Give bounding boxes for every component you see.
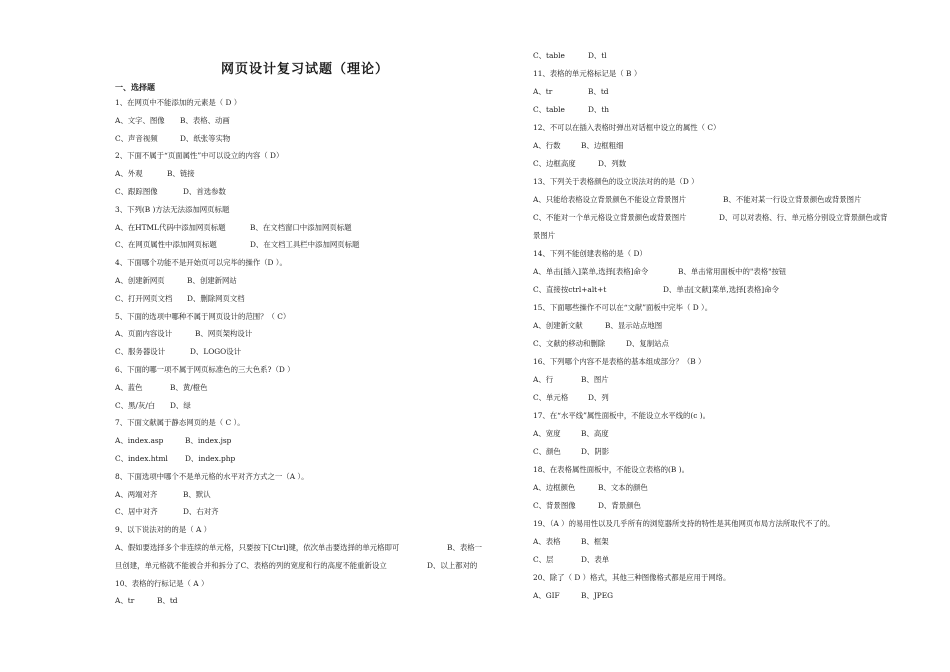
option-text: B、链接: [167, 169, 195, 179]
option-text: B、高度: [581, 429, 609, 438]
question-text: 5、下面的选项中哪种不属于网页设计的范围？（ C）: [115, 311, 291, 321]
option-text: B、黄/橙色: [170, 382, 208, 392]
option-text: A、行: [533, 375, 554, 384]
option-text: B、td: [157, 596, 178, 606]
question-text: 19、（A ）的易用性以及几乎所有的浏览器所支持的特性是其他网页布局方法所取代不了的。: [533, 519, 835, 528]
option-text: D、右对齐: [183, 507, 219, 517]
question-text: 16、下列哪个内容不是表格的基本组成部分？（B ）: [533, 357, 706, 366]
option-text: C、直接按ctrl+alt+t: [533, 285, 607, 294]
option-text: C、边框高度: [533, 159, 576, 168]
question-text: 2、下面不属于“页面属性”中可以设立的内容（ D）: [115, 151, 284, 161]
option-text: B、JPEG: [581, 591, 614, 600]
option-text: C、打开网页文档: [115, 293, 173, 303]
question-text: 3、下列(B )方法无法添加网页标题: [115, 204, 230, 214]
option-text: B、表格一: [447, 543, 482, 552]
option-text: C、背景图像: [533, 501, 576, 510]
question-text: 20、除了（ D ）格式，其他三种图像格式都是应用于网络。: [533, 573, 731, 582]
section-heading: 一、选择题: [115, 83, 155, 92]
option-text: C、声音视频: [115, 133, 158, 143]
option-text: B、图片: [581, 375, 609, 384]
option-text: C、服务器设计: [115, 347, 165, 357]
option-text: A、tr: [533, 87, 553, 96]
option-text: A、蓝色: [115, 382, 143, 392]
option-text: B、在文档窗口中添加网页标题: [250, 222, 352, 232]
option-text: A、行数: [533, 141, 561, 150]
question-text: 17、在“水平线”属性面板中，不能设立水平线的(c )。: [533, 411, 711, 420]
question-text: 12、不可以在插入表格时弹出对话框中设立的属性（ C）: [533, 123, 721, 132]
option-text: C、颜色: [533, 447, 561, 456]
option-text: D、th: [588, 105, 610, 114]
option-text: C、在网页属性中添加网页标题: [115, 240, 217, 250]
option-text: A、只能给表格设立背景颜色不能设立背景图片: [533, 195, 687, 204]
question-text: 15、下面哪些操作不可以在“文献”面板中完毕（ D ）。: [533, 303, 713, 312]
option-text: D、列数: [598, 159, 627, 168]
option-text: B、index.jsp: [185, 436, 232, 446]
question-text: 9、以下说法对的的是（ A ）: [115, 525, 212, 535]
option-text: D、阴影: [581, 447, 610, 456]
question-text: 1、在网页中不能添加的元素是（ D ）: [115, 98, 242, 107]
option-text: A、页面内容设计: [115, 329, 173, 339]
question-text: 18、在表格属性面板中，不能设立表格的(B )。: [533, 465, 689, 474]
option-text: A、在HTML代码中添加网页标题: [115, 222, 226, 232]
option-text: A、假如要选择多个非连续的单元格，只要按下[Ctrl]键，依次单击要选择的单元格即可: [115, 543, 400, 552]
option-text: C、层: [533, 555, 554, 564]
option-text: B、单击常用面板中的"表格"按钮: [678, 267, 787, 276]
option-text: C、黑/灰/白: [115, 400, 156, 410]
option-text: A、tr: [115, 596, 135, 606]
question-text: 11、表格的单元格标记是（ B ）: [533, 69, 642, 78]
option-text: D、单击[文献]菜单,选择[表格]命令: [663, 285, 779, 294]
option-text: D、背景颜色: [598, 501, 641, 510]
option-text: B、文本的颜色: [598, 483, 648, 492]
option-text: B、默认: [183, 489, 211, 499]
option-text: B、网页架构设计: [195, 329, 253, 339]
option-text: C、table: [533, 51, 565, 60]
option-text: B、不能对某一行设立背景颜色或背景图片: [723, 195, 862, 204]
option-text: D、删除网页文档: [187, 293, 245, 303]
option-text: B、创建新网站: [187, 276, 237, 285]
option-text: D、在文档工具栏中添加网页标题: [250, 240, 360, 250]
option-text: C、table: [533, 105, 565, 114]
option-text: A、宽度: [533, 429, 561, 438]
option-text: B、表格、动画: [180, 115, 230, 125]
option-text: A、边框颜色: [533, 483, 576, 492]
option-text: A、文字、图像: [115, 115, 165, 125]
question-text: 7、下面文献属于静态网页的是（ C ）。: [115, 418, 245, 428]
option-text: D、首选参数: [183, 187, 226, 196]
question-text: 14、下列不能创建表格的是（ D）: [533, 249, 647, 258]
question-text: 10、表格的行标记是（ A ）: [115, 578, 209, 588]
option-text: A、创建新网页: [115, 276, 165, 285]
option-text: D、tl: [588, 51, 607, 60]
option-text: D、LOGO设计: [190, 347, 242, 357]
option-text: B、td: [588, 87, 609, 96]
option-text: D、表单: [581, 555, 610, 564]
question-text: 景图片: [533, 231, 556, 240]
option-text: A、GIF: [533, 591, 560, 600]
option-text: C、index.html: [115, 454, 168, 463]
option-text: D、index.php: [185, 454, 236, 463]
question-text: 4、下面哪个功能不是开始页可以完毕的操作（D ）。: [115, 258, 287, 268]
page-title: 网页设计复习试题（理论）: [220, 62, 389, 77]
option-text: D、复制站点: [626, 339, 669, 348]
option-text: B、显示站点地图: [605, 321, 663, 330]
option-text: C、跟踪图像: [115, 187, 158, 196]
option-text: C、单元格: [533, 393, 569, 402]
option-text: A、两端对齐: [115, 489, 158, 499]
option-text: A、单击[插入]菜单,选择[表格]命令: [533, 267, 649, 276]
option-text: C、不能对一个单元格设立背景颜色或背景图片: [533, 213, 687, 222]
question-text: 8、下面选项中哪个不是单元格的水平对齐方式之一（A ）。: [115, 471, 309, 481]
option-text: A、表格: [533, 537, 561, 546]
option-text: C、居中对齐: [115, 507, 158, 517]
question-text: 13、下列关于表格颜色的设立说法对的的是（D ）: [533, 177, 699, 186]
option-text: 旦创建，单元格就不能被合并和拆分了C、表格的列的宽度和行的高度不能重新设立: [115, 560, 387, 570]
option-text: D、以上都对的: [427, 560, 478, 570]
option-text: D、纸张等实物: [180, 133, 231, 143]
option-text: C、文献的移动和删除: [533, 339, 606, 348]
option-text: D、列: [588, 393, 609, 402]
option-text: B、边框粗细: [581, 141, 624, 150]
option-text: A、外观: [115, 169, 143, 179]
option-text: D、可以对表格、行、单元格分别设立背景颜色或背: [719, 213, 888, 222]
option-text: B、框架: [581, 537, 609, 546]
option-text: D、绿: [170, 400, 191, 410]
option-text: A、index.asp: [115, 436, 164, 446]
option-text: A、创建新文献: [533, 321, 583, 330]
question-text: 6、下面的哪一项不属于网页标准色的三大色系?（D ）: [115, 365, 295, 374]
